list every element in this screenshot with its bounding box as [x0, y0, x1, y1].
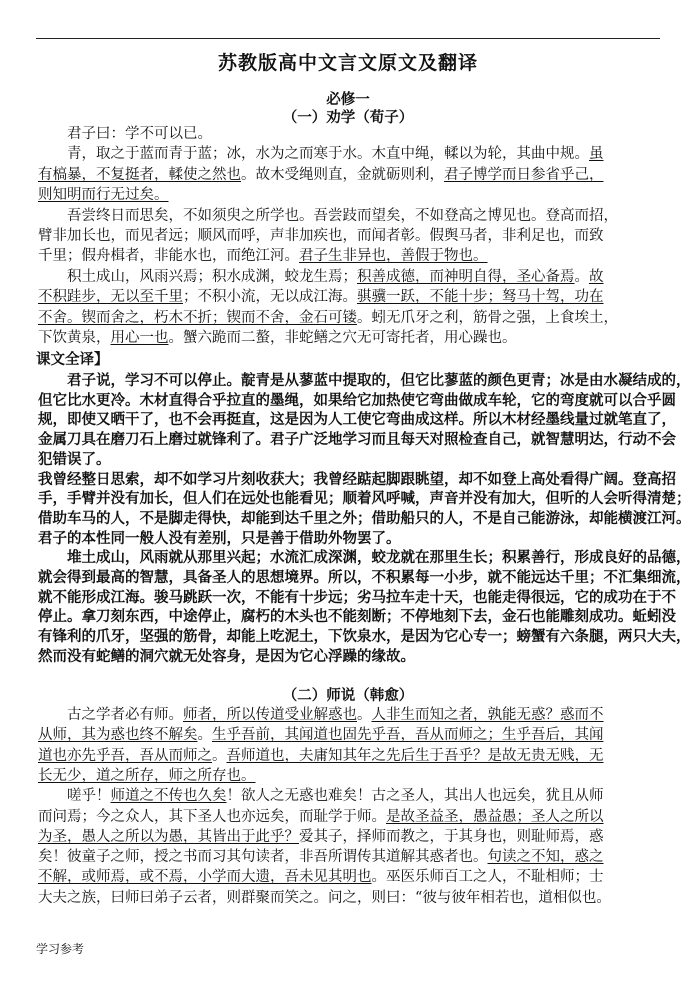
text-segment: 千里；假舟楫者，非能水也，而绝江河。: [38, 248, 299, 265]
text-segment: 。: [574, 268, 589, 285]
text-line: [38, 308, 618, 328]
underlined-text: 则知明而行无过矣。: [38, 187, 169, 204]
document-title: 苏教版高中文言文原文及翻译: [217, 52, 478, 74]
underlined-text: 用心一也: [110, 330, 169, 346]
text-segment: 矣！彼童子之师，授之书而习其句读者，非吾所谓传其道解其惑者也。: [38, 849, 488, 866]
text-line: [38, 246, 488, 266]
text-line: [38, 725, 604, 745]
text-segment: 。: [212, 747, 227, 764]
underlined-text: 人非生而知之者，孰能无惑？惑而不: [371, 707, 604, 723]
text-segment: 我曾经整日思索，却不如学习片刻收获大；我曾经踮起脚跟眺望，却不如登上高处看得广阔。登高招: [38, 470, 676, 488]
text-segment: 积土成山，风雨兴焉；积水成渊，蛟龙生焉；: [38, 268, 357, 285]
underlined-text: 长无少，道之所存，师之所存也。: [38, 767, 256, 784]
text-line: [38, 470, 676, 490]
text-line: [38, 627, 691, 647]
text-segment: 大夫之族，曰师曰弟子云者，则群聚而笑之。问之，则曰：“彼与彼年相若也，道相似也。: [38, 889, 611, 906]
text-line: [38, 144, 604, 164]
underlined-text: 君子博学而日参省乎己，: [444, 166, 604, 183]
text-segment: 。蟹六跪而二螯，非蛇鳝之穴无可寄托者，用心躁也。: [168, 330, 517, 346]
text-segment: 规，即使又晒干了，也不会再挺直，这是因为人工使它弯曲成这样。所以木材经墨线量过就笔直了，: [38, 411, 676, 429]
text-segment: 。巫医乐师百工之人，不耻相师；士: [371, 869, 604, 886]
text-segment: 停止。拿刀刻东西，中途停止，腐朽的木头也不能刻断；不停地刻下去，金石也能雕刻成功。蚯蚓没: [38, 608, 676, 626]
text-segment: 君子曰：学不可以已。: [38, 126, 212, 142]
text-segment: 爱其子，择师而教之，于其身也，则耻师焉，惑: [299, 828, 604, 845]
text-line: [38, 705, 604, 725]
text-line: [38, 206, 618, 226]
text-line: [38, 568, 691, 588]
text-line: [38, 489, 691, 509]
underlined-text: 道也亦先乎吾，吾从而师之: [38, 747, 212, 764]
text-line: [38, 328, 517, 348]
text-line: [38, 746, 604, 766]
text-line: [38, 588, 676, 608]
underlined-text: 从师，其为惑也终不解矣: [38, 727, 198, 744]
underlined-text: 吾师道也，夫庸知其年之先后生于吾乎？是故无贵无贱，无: [226, 747, 604, 764]
text-line: [38, 888, 611, 908]
text-line: [38, 226, 604, 246]
underlined-text: 为圣，愚人之所以为愚，其皆出于此乎？: [38, 828, 299, 845]
text-line: [38, 165, 604, 185]
text-segment: 。故木受绳则直，金就砺则利，: [241, 166, 444, 183]
text-segment: 古之学者必有师。: [38, 707, 183, 723]
page-footer: 学习参考: [36, 942, 85, 956]
text-segment: 手，手臂并没有加长，但人们在远处也能看见；顺着风呼喊，声音并没有加大，但听的人会听得清楚；: [38, 490, 691, 508]
text-segment: 青，取之于蓝而青于蓝；冰，水为之而寒于水。木直中绳，輮以为轮，其曲中规。: [38, 146, 589, 163]
underlined-text: 句读之不知，惑之: [487, 849, 604, 866]
text-line: [38, 391, 676, 411]
underlined-text: 是故圣益圣，愚益愚；圣人之所以: [386, 808, 604, 825]
text-line: [38, 766, 256, 786]
text-line: [38, 807, 604, 827]
text-line: [38, 607, 676, 627]
text-line: [38, 867, 604, 887]
section-heading: 必修一: [326, 91, 370, 108]
text-segment: ！欲人之无惑也难矣！古之圣人，其出人也远矣，犹且从师: [226, 788, 604, 805]
underlined-text: 不舍。锲而舍之，朽木不折；锲而不舍，金石可镂: [38, 309, 357, 326]
text-segment: 就会得到最高的智慧，具备圣人的思想境界。所以，不积累每一小步，就不能远达千里；不汇集细流，: [38, 569, 691, 586]
text-line: [38, 430, 676, 450]
text-segment: 吾尝终日而思矣，不如须臾之所学也。吾尝跂而望矣，不如登高之博见也。登高而招，: [38, 207, 618, 224]
text-segment: 。蚓无爪牙之利，筋骨之强，上食埃土，: [357, 309, 618, 326]
underlined-text: 积善成德，而神明自得，圣心备焉: [357, 268, 575, 285]
text-segment: 臂非加长也，而见者远；顺风而呼，声非加疾也，而闻者彰。假舆马者，非利足也，而致: [38, 228, 604, 244]
underlined-text: 虽: [589, 146, 604, 163]
text-segment: 君子说，学习不可以停止。靛青是从蓼蓝中提取的，但它比蓼蓝的颜色更青；冰是由水凝结成的，: [38, 372, 691, 389]
text-segment: 然而没有蛇鳝的洞穴就无处容身，是因为它心浮躁的缘故。: [38, 647, 415, 665]
underlined-text: 不积跬步，无以至千里: [38, 289, 183, 306]
text-segment: 。: [357, 707, 372, 723]
text-segment: 有锋利的爪牙，坚强的筋骨，却能上吃泥土，下饮泉水，是因为它心专一；螃蟹有六条腿，两只大夫，: [38, 628, 691, 646]
text-line: [38, 450, 111, 470]
text-segment: 金属刀具在磨刀石上磨过就锋利了。君子广泛地学习而且每天对照检查自己，就智慧明达，行动不会: [38, 431, 676, 449]
text-segment: 堆土成山，风雨就从那里兴起；水流汇成深渊，蛟龙就在那里生长；积累善行，形成良好的品德，: [38, 549, 691, 567]
text-segment: 犯错误了。: [38, 450, 111, 468]
text-line: [38, 529, 401, 549]
underlined-text: 师道之不传也久矣: [110, 788, 227, 805]
underlined-text: 骐骥一跃，不能十步；驽马十驾，功在: [357, 289, 604, 306]
text-line: [38, 287, 604, 307]
text-line: [38, 509, 691, 529]
header-rule: [36, 38, 660, 39]
text-line: [38, 371, 691, 391]
text-segment: 但它比水更冷。木材直得合乎拉直的墨绳，如果给它加热使它弯曲做成车轮，它的弯度就可以合乎圆: [38, 391, 676, 409]
text-segment: 下饮黄泉，: [38, 330, 111, 346]
text-line: [38, 124, 212, 144]
underlined-text: 生乎吾前，其闻道也固先乎吾，吾从而师之；生乎吾后，其闻: [212, 727, 604, 744]
underlined-text: 不解，或师焉，或不焉，小学而大遗，吾未见其明也: [38, 869, 372, 886]
underlined-text: 故: [589, 268, 604, 285]
text-segment: 借助车马的人，不是脚走得快，却能到达千里之外；借助船只的人，不是自己能游泳，却能横渡江河。: [38, 509, 691, 527]
text-line: [38, 410, 676, 430]
chapter-title-shishuo: （二）师说（韩愈）: [282, 687, 414, 704]
text-segment: 而问焉；今之众人，其下圣人也亦远矣，而耻学于师。: [38, 808, 386, 825]
text-line: [38, 786, 604, 806]
text-segment: 。: [197, 727, 212, 744]
text-segment: ；不积小流，无以成江海。: [183, 289, 357, 306]
translation-heading: [36, 350, 109, 370]
chapter-title-quanxue: （一）劝学（荀子）: [282, 109, 414, 126]
underlined-text: 有槁暴，不复挺者，輮使之然也: [38, 166, 241, 183]
text-segment: 嗟乎！: [38, 788, 111, 805]
text-line: [38, 847, 604, 867]
text-line: [38, 647, 415, 667]
text-line: [38, 267, 604, 287]
text-line: [38, 548, 691, 568]
underlined-text: 师者，所以传道受业解惑也: [183, 707, 357, 723]
text-segment: 课文全译】: [36, 351, 109, 368]
text-line: [38, 185, 169, 205]
text-segment: 君子的本性同一般人没有差别，只是善于借助外物罢了。: [38, 529, 401, 547]
underlined-text: 君子生非异也，善假于物也。: [299, 248, 488, 265]
text-segment: 就不能形成江海。骏马跳跃一次，不能有十步远；劣马拉车走十天，也能走得很远，它的成功在于不: [38, 588, 676, 606]
text-line: [38, 827, 604, 847]
